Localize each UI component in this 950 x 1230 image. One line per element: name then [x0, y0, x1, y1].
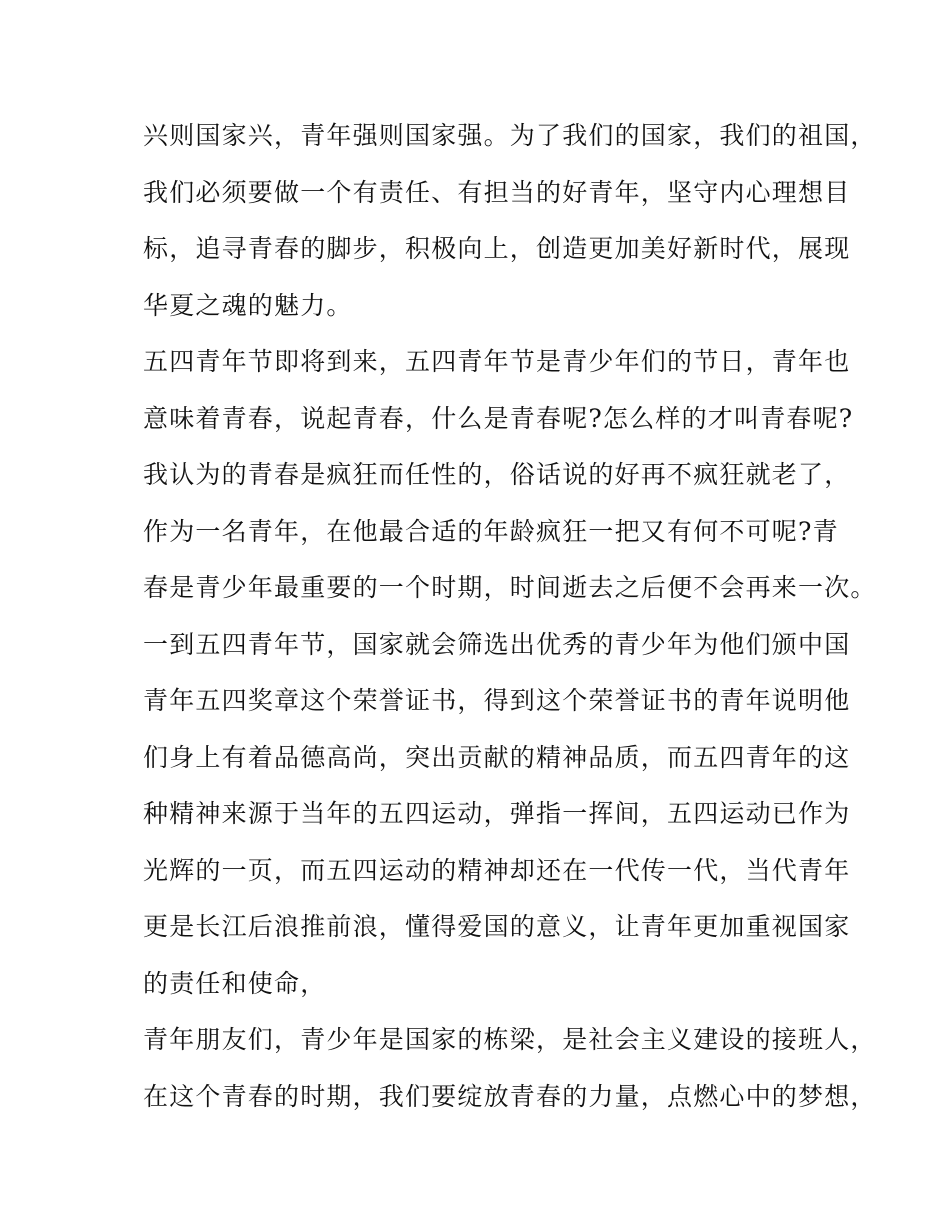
text-line: 更是长江后浪推前浪，懂得爱国的意义，让青年更加重视国家 [143, 912, 851, 941]
text-line: 华夏之魂的魅力。 [143, 290, 353, 320]
text-line: 在这个青春的时期，我们要绽放青春的力量，点燃心中的梦想， [143, 1081, 877, 1111]
text-line: 我认为的青春是疯狂而任性的，俗话说的好再不疯狂就老了， [143, 460, 851, 489]
text-line: 的责任和使命， [143, 968, 327, 998]
essay-text [143, 108, 877, 1125]
text-line: 标，追寻青春的脚步，积极向上，创造更加美好新时代，展现 [143, 234, 851, 263]
text-line: 作为一名青年，在他最合适的年龄疯狂一把又有何不可呢?青 [143, 516, 839, 546]
text-line: 青年朋友们，青少年是国家的栋梁，是社会主义建设的接班人， [143, 1025, 877, 1054]
text-line: 们身上有着品德高尚，突出贡献的精神品质，而五四青年的这 [143, 742, 851, 772]
text-line: 五四青年节即将到来，五四青年节是青少年们的节日，青年也 [143, 347, 851, 376]
text-line: 青年五四奖章这个荣誉证书，得到这个荣誉证书的青年说明他 [143, 686, 851, 715]
text-line: 兴则国家兴，青年强则国家强。为了我们的国家，我们的祖国， [143, 121, 877, 150]
text-line: 种精神来源于当年的五四运动，弹指一挥间，五四运动已作为 [143, 799, 851, 828]
text-line: 光辉的一页，而五四运动的精神却还在一代传一代，当代青年 [143, 855, 851, 885]
text-line: 我们必须要做一个有责任、有担当的好青年，坚守内心理想目 [143, 177, 851, 207]
text-line: 意味着青春，说起青春，什么是青春呢?怎么样的才叫青春呢? [143, 403, 854, 433]
text-line: 春是青少年最重要的一个时期，时间逝去之后便不会再来一次。 [143, 573, 877, 602]
text-line: 一到五四青年节，国家就会筛选出优秀的青少年为他们颁中国 [143, 629, 851, 659]
